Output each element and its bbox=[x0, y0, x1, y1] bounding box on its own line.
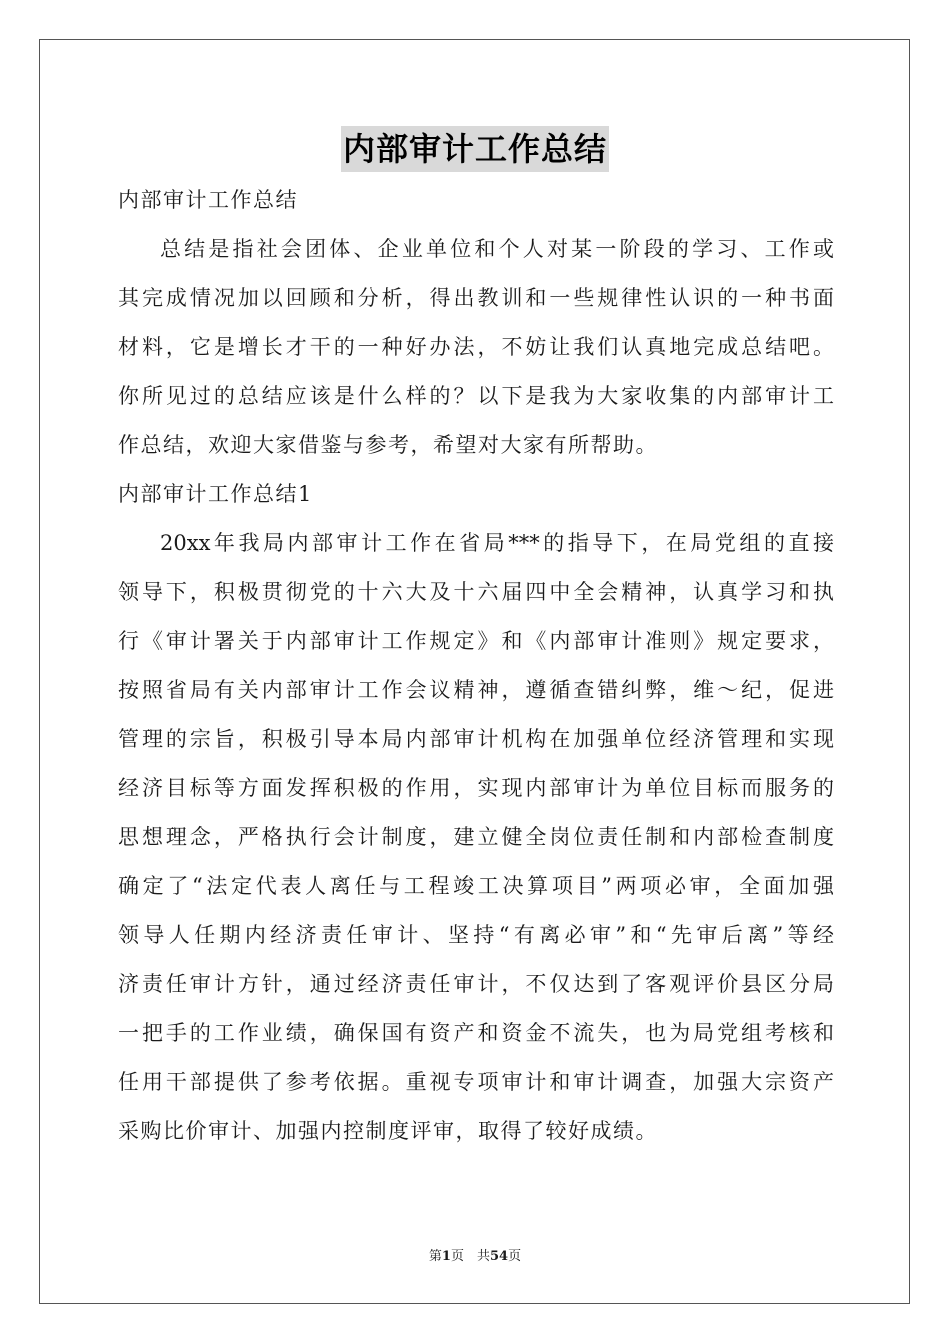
body-line-10: 济责任审计方针，通过经济责任审计，不仅达到了客观评价县区分局 bbox=[118, 972, 834, 996]
subtitle: 内部审计工作总结 bbox=[118, 188, 298, 212]
body-line-8: 确定了“法定代表人离任与工程竣工决算项目”两项必审，全面加强 bbox=[118, 874, 834, 898]
footer-page-mid: 页 共 bbox=[450, 1249, 490, 1264]
document-title: 内部审计工作总结 bbox=[341, 126, 609, 172]
intro-line-1: 总结是指社会团体、企业单位和个人对某一阶段的学习、工作或 bbox=[160, 237, 834, 261]
body-line-6: 经济目标等方面发挥积极的作用，实现内部审计为单位目标而服务的 bbox=[118, 776, 834, 800]
body-line-4: 按照省局有关内部审计工作会议精神，遵循查错纠弊，维～纪，促进 bbox=[118, 678, 834, 702]
body-line-7: 思想理念，严格执行会计制度，建立健全岗位责任制和内部检查制度 bbox=[118, 825, 834, 849]
footer-page-prefix: 第 bbox=[428, 1249, 442, 1264]
footer-page-suffix: 页 bbox=[508, 1249, 522, 1264]
body-line-11: 一把手的工作业绩，确保国有资产和资金不流失，也为局党组考核和 bbox=[118, 1021, 834, 1045]
intro-line-4: 你所见过的总结应该是什么样的？以下是我为大家收集的内部审计工 bbox=[118, 384, 834, 408]
body-line-3: 行《审计署关于内部审计工作规定》和《内部审计准则》规定要求， bbox=[118, 629, 834, 653]
footer-page-total: 54 bbox=[489, 1249, 509, 1264]
page-footer bbox=[0, 1245, 950, 1264]
footer-page-number: 1 bbox=[441, 1249, 451, 1264]
body-line-9: 领导人任期内经济责任审计、坚持“有离必审”和“先审后离”等经 bbox=[118, 923, 834, 947]
section-heading: 内部审计工作总结1 bbox=[118, 482, 313, 506]
body-line-2: 领导下，积极贯彻党的十六大及十六届四中全会精神，认真学习和执 bbox=[118, 580, 834, 604]
intro-line-5: 作总结，欢迎大家借鉴与参考，希望对大家有所帮助。 bbox=[118, 433, 658, 457]
intro-line-3: 材料，它是增长才干的一种好办法，不妨让我们认真地完成总结吧。 bbox=[118, 335, 834, 359]
body-line-12: 任用干部提供了参考依据。重视专项审计和审计调查，加强大宗资产 bbox=[118, 1070, 834, 1094]
title-container bbox=[0, 126, 950, 172]
body-line-5: 管理的宗旨，积极引导本局内部审计机构在加强单位经济管理和实现 bbox=[118, 727, 834, 751]
body-line-1: 20xx年我局内部审计工作在省局***的指导下，在局党组的直接 bbox=[160, 531, 834, 555]
body-line-13: 采购比价审计、加强内控制度评审，取得了较好成绩。 bbox=[118, 1119, 658, 1143]
intro-line-2: 其完成情况加以回顾和分析，得出教训和一些规律性认识的一种书面 bbox=[118, 286, 834, 310]
document-body bbox=[118, 176, 834, 1156]
